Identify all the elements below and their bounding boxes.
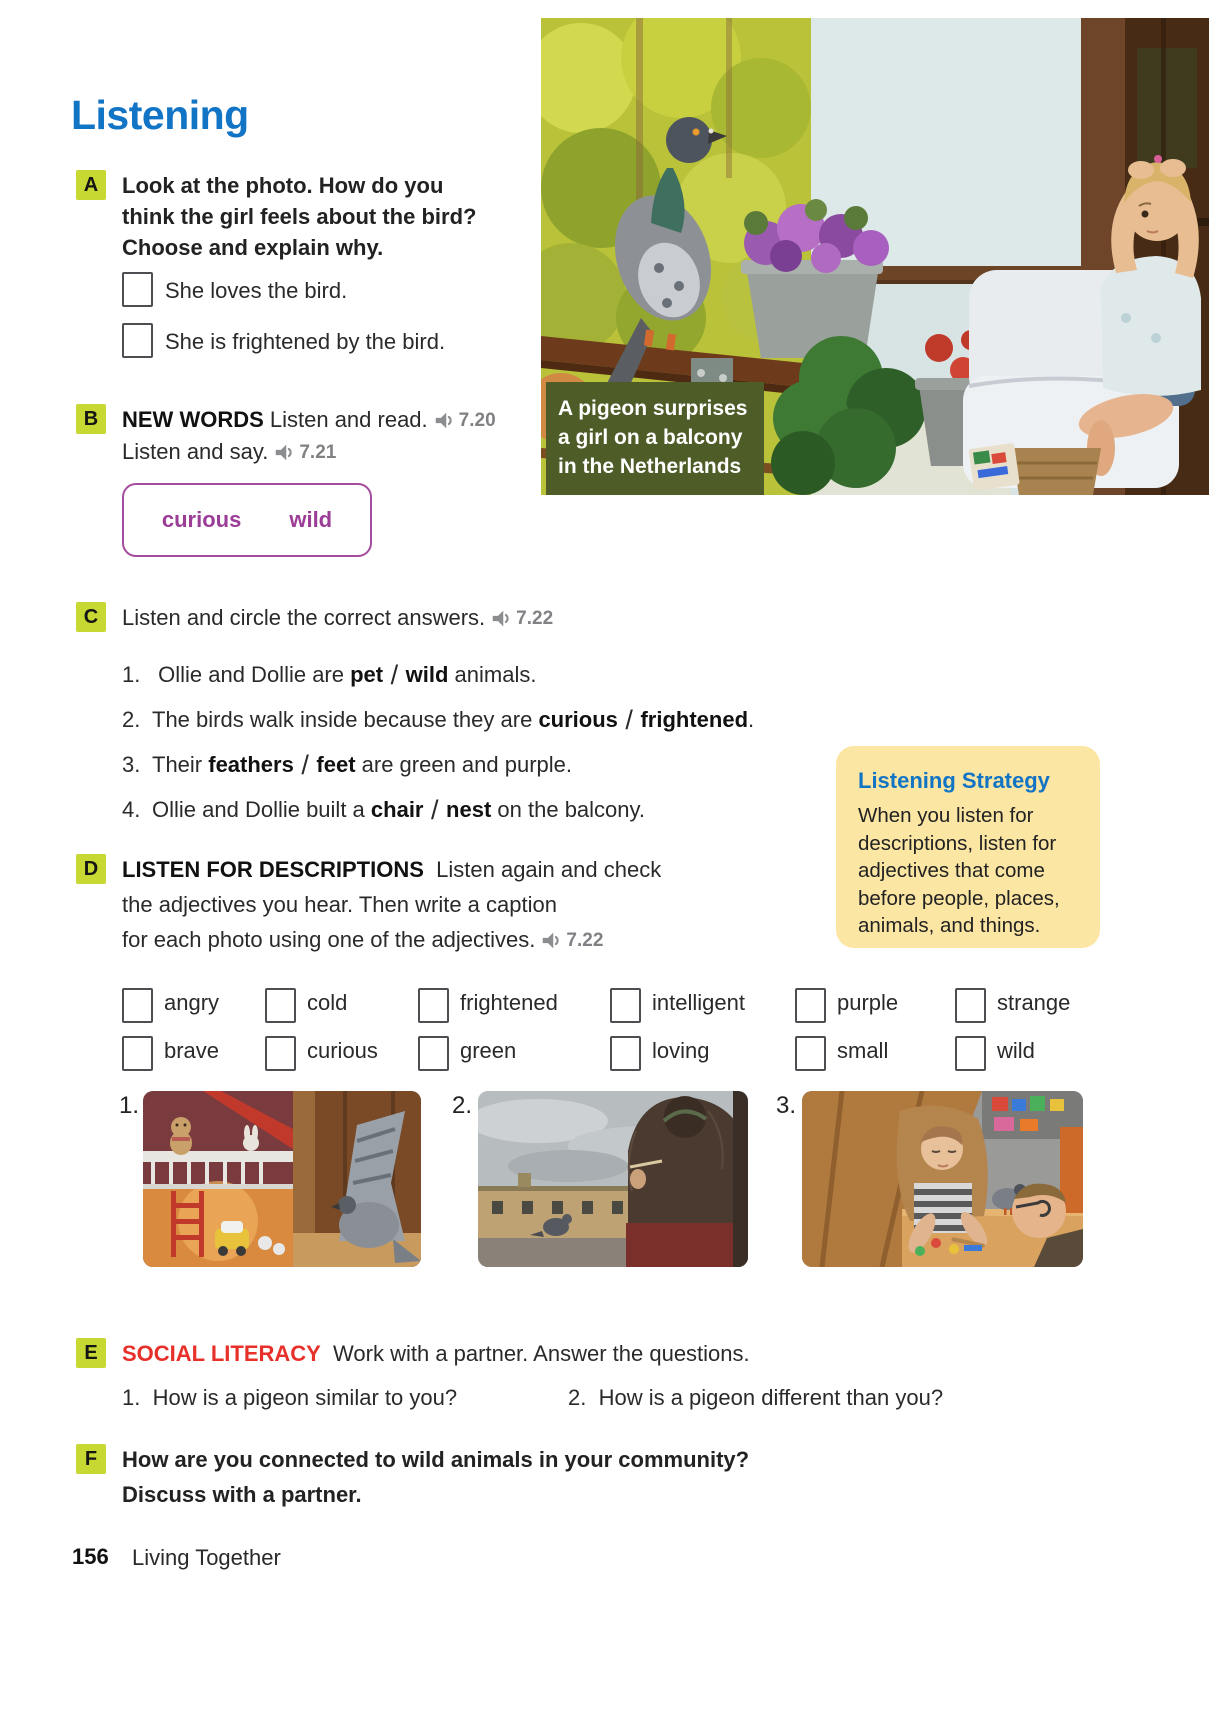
option-label: She loves the bird. xyxy=(165,278,348,303)
circle-item: 3. Their feathers / feet are green and purple. xyxy=(122,750,573,780)
strategy-line: descriptions, listen for xyxy=(858,831,1057,855)
audio-track-number: 7.20 xyxy=(458,410,496,431)
circle-item: 2. The birds walk inside because they are curious / frightened. xyxy=(122,705,755,735)
listening-strategy-box xyxy=(836,746,1100,948)
page-title: Listening xyxy=(71,92,249,138)
photo-1-dollhouse-pigeon xyxy=(143,1091,421,1267)
listen-for-descriptions-heading: LISTEN FOR DESCRIPTIONS xyxy=(122,857,424,882)
adjective-checkbox[interactable] xyxy=(955,1036,986,1071)
textbook-page: Listening A pigeon surprises a girl on a balcony in the Netherlands A Look at the photo. How do you think the girl feels about the bird? Choose and explain why. She loves the bird. She is frightened by the bird. B NEW WORDS Listen and read. 7.20 Listen and say. 7.21 curious wild C Listen and circle the correct answers. 7.22 1. Ollie and Dollie are pet / wild animals. 2. The birds walk inside because they are curious / frightened. 3. Their feathers / feet are green and purple. 4. Ollie and Dollie built a chair / nest on the balcony. Listening Strategy When you listen for descriptions, listen for adjectives that come before people, places, animals, and things. D LISTEN FOR DESCRIPTIONS Listen again and check the adjectives you hear. Then write a caption for each photo using one of the adjectives. 7.22 angry cold frightened intelligent purple strange brave curious green loving small wild 1. 2. 3. E SOCIAL LITERACY Work with a partner. Answer the questions. 1. How is a pigeon similar to you? 2. How is a pigeon different than you? F How are you connected to wild animals in your community? Discuss with a partner. 156 Living Together xyxy=(0,0,1209,1735)
audio-track-number: 7.22 xyxy=(516,608,554,629)
photo-2-girl-window-pigeon xyxy=(478,1091,748,1267)
audio-icon xyxy=(274,442,295,463)
strategy-line: animals, and things. xyxy=(858,914,1041,937)
section-e-question-2: 2. How is a pigeon different than you? xyxy=(568,1385,944,1410)
section-f-label: F xyxy=(76,1444,106,1474)
circle-item: 4. Ollie and Dollie built a chair / nest on the balcony. xyxy=(122,795,645,825)
hero-photo xyxy=(541,18,1209,495)
audio-icon xyxy=(491,608,512,629)
section-d-label: D xyxy=(76,854,106,884)
section-e-label: E xyxy=(76,1338,106,1368)
section-e-question-1: 1. How is a pigeon similar to you? xyxy=(122,1385,458,1410)
section-b-label: B xyxy=(76,404,106,434)
audio-icon xyxy=(541,930,562,951)
strategy-line: When you listen for xyxy=(858,804,1034,827)
section-b-line2: Listen and say. 7.21 xyxy=(122,439,337,464)
adjective-checkbox[interactable] xyxy=(610,1036,641,1071)
section-f-line: How are you connected to wild animals in your community? xyxy=(122,1447,750,1472)
section-a-line: Choose and explain why. xyxy=(122,235,384,260)
section-f-line: Discuss with a partner. xyxy=(122,1482,362,1507)
circle-item: 1. Ollie and Dollie are pet / wild animals. xyxy=(122,660,537,690)
strategy-title: Listening Strategy xyxy=(858,768,1050,793)
section-c-title: Listen and circle the correct answers. 7.22 xyxy=(122,605,554,630)
adjective-checkbox[interactable] xyxy=(610,988,641,1023)
photo-number: 1. xyxy=(119,1092,140,1119)
section-b-line1: NEW WORDS Listen and read. 7.20 xyxy=(122,407,496,432)
option-label: She is frightened by the bird. xyxy=(165,329,446,354)
photo-caption-line: A pigeon surprises xyxy=(558,397,748,420)
adjective-checkbox[interactable] xyxy=(265,1036,296,1071)
social-literacy-heading: SOCIAL LITERACY xyxy=(122,1341,321,1366)
new-words-heading: NEW WORDS xyxy=(122,407,264,432)
strategy-line: before people, places, xyxy=(858,886,1060,910)
photo-caption xyxy=(546,382,764,495)
unit-title: Living Together xyxy=(132,1545,281,1570)
photo-number: 2. xyxy=(452,1092,473,1119)
option-checkbox[interactable] xyxy=(122,323,153,358)
new-word: wild xyxy=(289,507,333,532)
strategy-line: adjectives that come xyxy=(858,859,1045,882)
adjective-checkbox[interactable] xyxy=(418,988,449,1023)
section-d-line1: LISTEN FOR DESCRIPTIONS Listen again and check xyxy=(122,857,662,882)
adjective-checkbox[interactable] xyxy=(795,988,826,1023)
adjective-checkbox[interactable] xyxy=(795,1036,826,1071)
adjective-checkbox[interactable] xyxy=(122,1036,153,1071)
audio-track-number: 7.22 xyxy=(566,930,604,951)
section-e-title: SOCIAL LITERACY Work with a partner. Answer the questions. xyxy=(122,1341,750,1366)
adjective-checkbox[interactable] xyxy=(418,1036,449,1071)
page-number: 156 xyxy=(72,1544,109,1569)
audio-icon xyxy=(434,410,455,431)
photo-3-girl-toys-pigeon xyxy=(802,1091,1083,1267)
section-c-label: C xyxy=(76,602,106,632)
adjective-checkbox[interactable] xyxy=(122,988,153,1023)
photo-number: 3. xyxy=(776,1092,797,1119)
new-word: curious xyxy=(161,507,242,532)
adjective-checkbox[interactable] xyxy=(265,988,296,1023)
section-a-line: Look at the photo. How do you xyxy=(122,173,444,198)
audio-track-number: 7.21 xyxy=(299,442,337,463)
option-checkbox[interactable] xyxy=(122,272,153,307)
new-words-box xyxy=(122,483,372,557)
section-a-line: think the girl feels about the bird? xyxy=(122,204,477,229)
section-a-label: A xyxy=(76,170,106,200)
photo-caption-line: a girl on a balcony xyxy=(558,426,743,449)
section-d-line3: for each photo using one of the adjectives. 7.22 xyxy=(122,927,604,952)
section-d-line2: the adjectives you hear. Then write a caption xyxy=(122,892,557,917)
photo-caption-line: in the Netherlands xyxy=(558,455,742,478)
adjective-checkbox[interactable] xyxy=(955,988,986,1023)
